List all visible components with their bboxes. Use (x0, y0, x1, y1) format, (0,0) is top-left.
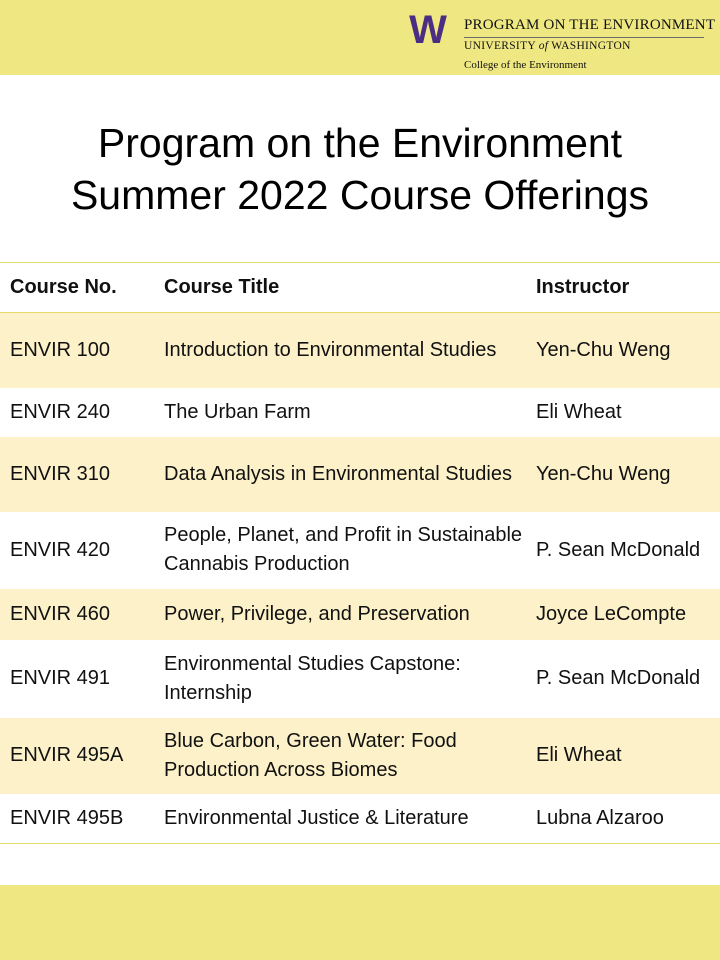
course-title: The Urban Farm (154, 388, 526, 437)
table-row (0, 640, 720, 718)
table-row (0, 313, 720, 388)
course-title: Power, Privilege, and Preservation (154, 589, 526, 640)
course-title: Environmental Justice & Literature (154, 794, 526, 844)
logo-college-name: College of the Environment (464, 59, 587, 71)
course-number: ENVIR 460 (0, 589, 154, 640)
header-banner (0, 0, 720, 75)
course-instructor: Lubna Alzaroo (526, 794, 720, 844)
table-row (0, 437, 720, 512)
course-instructor: Eli Wheat (526, 718, 720, 794)
table-header-row (0, 263, 720, 313)
course-number: ENVIR 240 (0, 388, 154, 437)
logo-university-name: UNIVERSITY of WASHINGTON (464, 40, 631, 52)
course-instructor: Joyce LeCompte (526, 589, 720, 640)
logo-mark: W (409, 10, 447, 46)
course-table (0, 262, 720, 844)
column-header-course-title: Course Title (154, 263, 526, 313)
uw-w-logo-icon (405, 10, 451, 46)
course-instructor: Eli Wheat (526, 388, 720, 437)
uw-program-logo (405, 8, 716, 71)
course-number: ENVIR 310 (0, 437, 154, 512)
page-subtitle: Summer 2022 Course Offerings (70, 172, 650, 218)
course-number: ENVIR 495A (0, 718, 154, 794)
course-instructor: P. Sean McDonald (526, 512, 720, 589)
table-row (0, 718, 720, 794)
course-title: Introduction to Environmental Studies (154, 313, 526, 388)
table-row (0, 589, 720, 640)
table-row (0, 512, 720, 589)
table-row (0, 388, 720, 437)
course-number: ENVIR 100 (0, 313, 154, 388)
logo-divider (464, 37, 704, 38)
course-number: ENVIR 495B (0, 794, 154, 844)
logo-program-name: PROGRAM ON THE ENVIRONMENT (464, 17, 716, 33)
course-instructor: Yen-Chu Weng (526, 437, 720, 512)
course-title: Environmental Studies Capstone: Internship (154, 640, 526, 718)
course-title: Blue Carbon, Green Water: Food Production Across Biomes (154, 718, 526, 794)
course-number: ENVIR 420 (0, 512, 154, 589)
course-number: ENVIR 491 (0, 640, 154, 718)
table-row (0, 794, 720, 844)
course-title: Data Analysis in Environmental Studies (154, 437, 526, 512)
column-header-instructor: Instructor (526, 263, 720, 313)
footer-banner (0, 885, 720, 960)
page-title: Program on the Environment (97, 120, 623, 166)
column-header-course-no: Course No. (0, 263, 154, 313)
course-instructor: Yen-Chu Weng (526, 313, 720, 388)
course-title: People, Planet, and Profit in Sustainable Cannabis Production (154, 512, 526, 589)
course-instructor: P. Sean McDonald (526, 640, 720, 718)
